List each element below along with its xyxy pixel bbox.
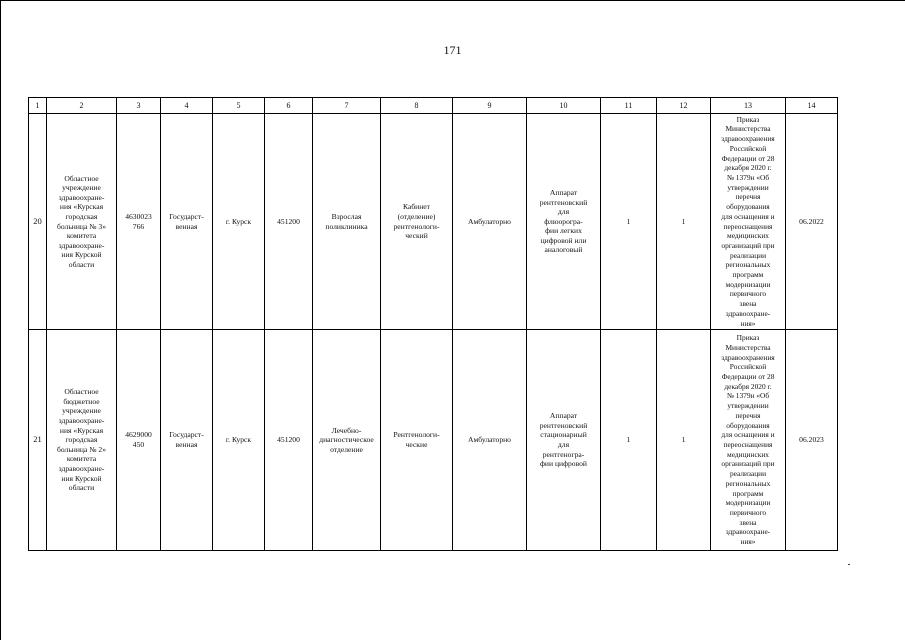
column-header: 7 [313, 98, 381, 114]
page-number: 171 [443, 43, 462, 57]
column-header: 11 [601, 98, 657, 114]
table-row [29, 330, 838, 551]
register-table [28, 97, 838, 551]
column-header: 9 [453, 98, 527, 114]
scan-edge-left [0, 0, 1, 640]
equipment-cell: Аппарат рентгеновский для флюорогра- фии легких цифровой или аналоговый [527, 114, 601, 330]
number-cell: 451200 [265, 114, 313, 330]
column-header: 13 [711, 98, 786, 114]
column-header: 10 [527, 98, 601, 114]
cabinet-cell: Рентгенологи- ческие [381, 330, 453, 551]
column-header: 1 [29, 98, 47, 114]
care-type-cell: Амбулаторно [453, 330, 527, 551]
table-row [29, 114, 838, 330]
organization-cell: Областное учреждение здравоохране- ния «Курская городская больница № 3» комитета здравоохране- ния Курской области [47, 114, 117, 330]
legal-basis-cell: Приказ Министерства здравоохранения Российской Федерации от 28 декабря 2020 г. № 1379н «Об утверждении перечня оборудования для оснащения и переоснащения медицинских организаций при реализации региональных программ модернизации первичного звена здравоохране- ния» [711, 330, 786, 551]
city-cell: г. Курск [213, 114, 265, 330]
quantity-cell: 1 [657, 114, 711, 330]
column-header: 14 [786, 98, 838, 114]
code-cell: 4629000 450 [117, 330, 161, 551]
row-number-cell: 21 [29, 330, 47, 551]
column-header: 5 [213, 98, 265, 114]
city-cell: г. Курск [213, 330, 265, 551]
department-cell: Взрослая поликлиника [313, 114, 381, 330]
ownership-cell: Государст- венная [161, 114, 213, 330]
scan-artifact [848, 564, 850, 565]
table-header-row [29, 98, 838, 114]
quantity-cell: 1 [601, 114, 657, 330]
column-header: 6 [265, 98, 313, 114]
column-header: 12 [657, 98, 711, 114]
quantity-cell: 1 [601, 330, 657, 551]
date-cell: 06.2023 [786, 330, 838, 551]
column-header: 3 [117, 98, 161, 114]
ownership-cell: Государст- венная [161, 330, 213, 551]
date-cell: 06.2022 [786, 114, 838, 330]
column-header: 2 [47, 98, 117, 114]
department-cell: Лечебно- диагностическое отделение [313, 330, 381, 551]
quantity-cell: 1 [657, 330, 711, 551]
row-number-cell: 20 [29, 114, 47, 330]
scan-edge-top [0, 0, 905, 1]
equipment-cell: Аппарат рентгеновский стационарный для рентгеногра- фии цифровой [527, 330, 601, 551]
number-cell: 451200 [265, 330, 313, 551]
cabinet-cell: Кабинет (отделение) рентгенологи- ческий [381, 114, 453, 330]
column-header: 4 [161, 98, 213, 114]
organization-cell: Областное бюджетное учреждение здравоохране- ния «Курская городская больница № 2» комитета здравоохране- ния Курской области [47, 330, 117, 551]
legal-basis-cell: Приказ Министерства здравоохранения Российской Федерации от 28 декабря 2020 г. № 1379н «Об утверждении перечня оборудования для оснащения и переоснащения медицинских организаций при реализации региональных программ модернизации первичного звена здравоохране- ния» [711, 114, 786, 330]
care-type-cell: Амбулаторно [453, 114, 527, 330]
column-header: 8 [381, 98, 453, 114]
code-cell: 4630023 766 [117, 114, 161, 330]
